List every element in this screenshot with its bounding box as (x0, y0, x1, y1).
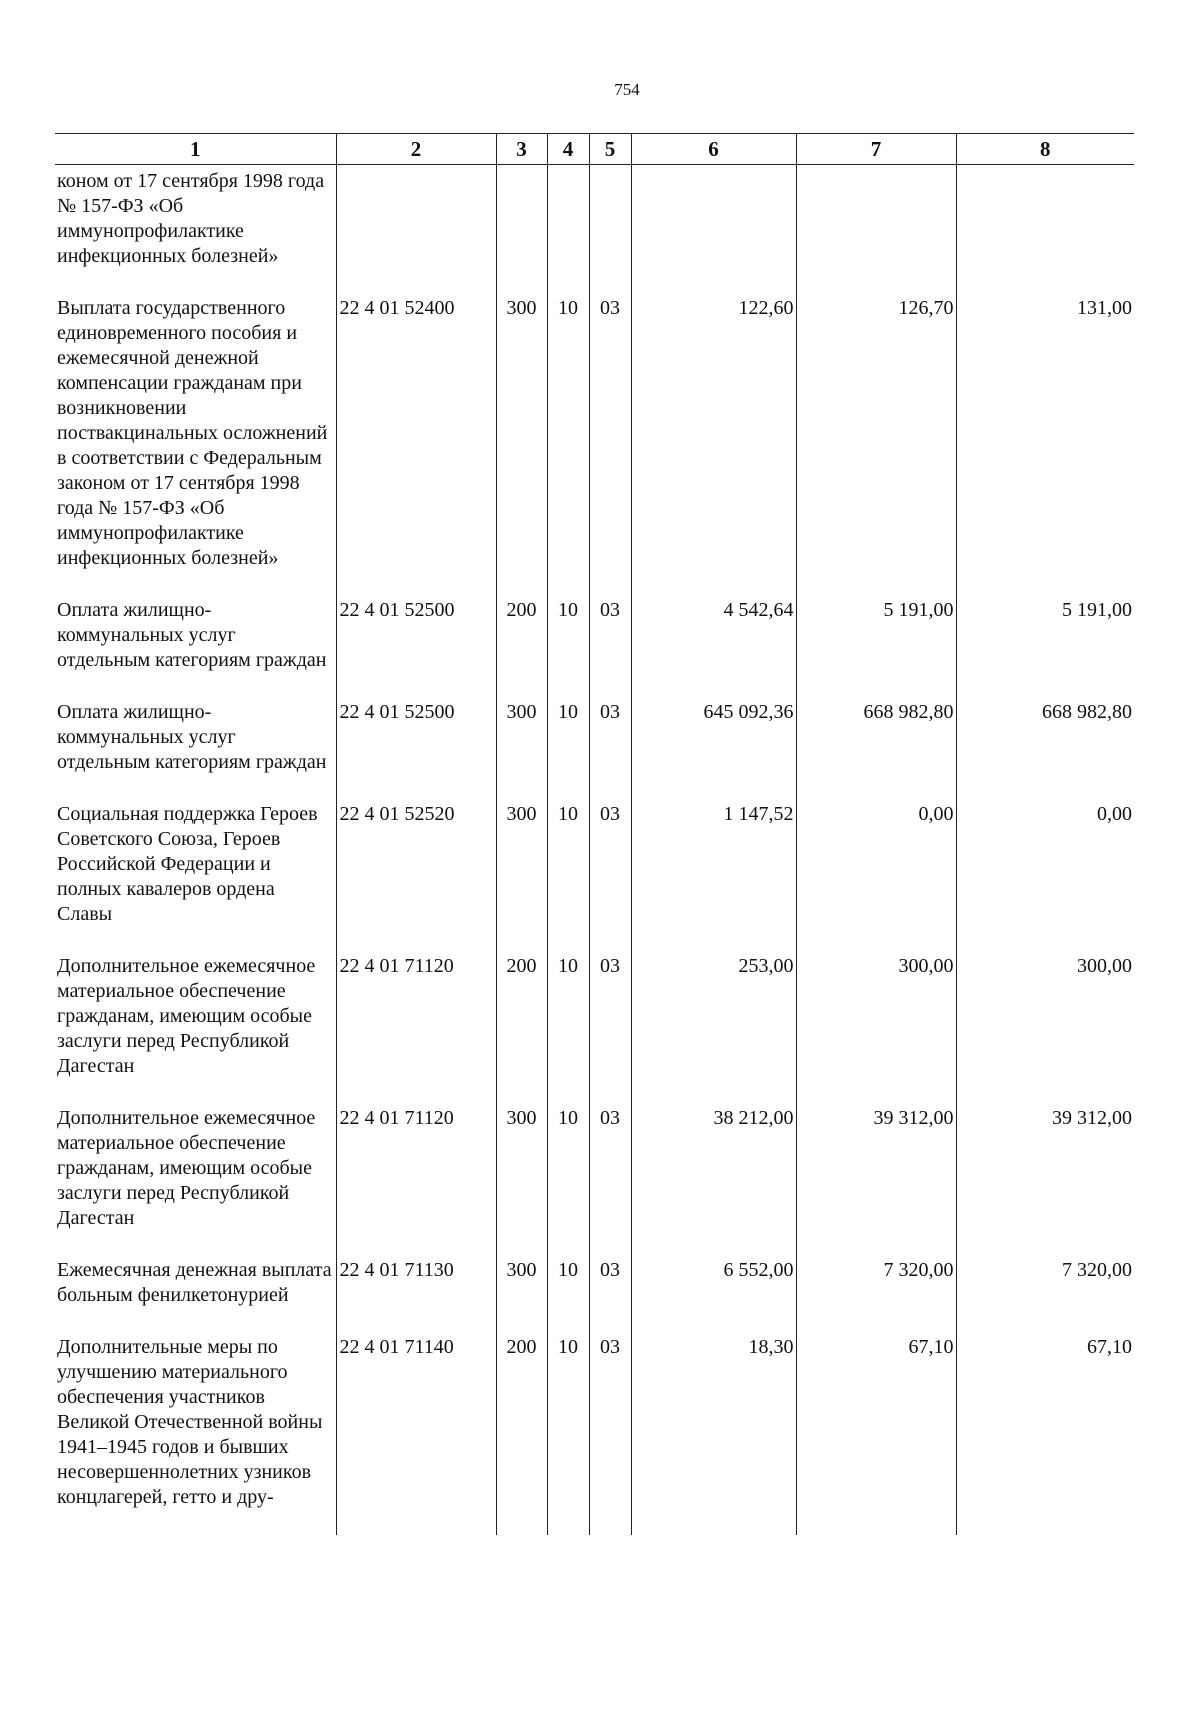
amount-col-8: 300,00 (956, 954, 1134, 1106)
amount-col-6: 645 092,36 (631, 700, 796, 802)
amount-col-8 (956, 165, 1134, 297)
amount-col-7: 300,00 (796, 954, 956, 1106)
header-col-8: 8 (956, 134, 1134, 165)
expense-type-code: 300 (496, 700, 547, 802)
section-code: 10 (547, 598, 589, 700)
section-code: 10 (547, 296, 589, 598)
amount-col-8: 39 312,00 (956, 1106, 1134, 1258)
expense-type-code: 200 (496, 1335, 547, 1535)
amount-col-7: 126,70 (796, 296, 956, 598)
amount-col-7: 7 320,00 (796, 1258, 956, 1335)
section-code (547, 165, 589, 297)
amount-col-8: 67,10 (956, 1335, 1134, 1535)
amount-col-6: 38 212,00 (631, 1106, 796, 1258)
amount-col-6: 18,30 (631, 1335, 796, 1535)
amount-col-7: 67,10 (796, 1335, 956, 1535)
subsection-code: 03 (589, 1335, 631, 1535)
table-row (55, 1335, 1134, 1535)
section-code: 10 (547, 1106, 589, 1258)
header-col-5: 5 (589, 134, 631, 165)
expense-type-code: 200 (496, 954, 547, 1106)
amount-col-8: 668 982,80 (956, 700, 1134, 802)
row-description: Выплата государственного единовременного пособия и ежемесячной денежной компенсации гражданам при возникновении поствакцинальных осложнений в соответствии с Федеральным законом от 17 сентября 1998 года № 157-ФЗ «Об иммунопрофилактике инфекционных болезней» (55, 296, 336, 598)
row-description: Ежемесячная денежная выплата больным фенилкетонурией (55, 1258, 336, 1335)
header-col-6: 6 (631, 134, 796, 165)
table-row (55, 598, 1134, 700)
subsection-code: 03 (589, 1106, 631, 1258)
subsection-code: 03 (589, 598, 631, 700)
header-col-1: 1 (55, 134, 336, 165)
amount-col-6: 253,00 (631, 954, 796, 1106)
subsection-code (589, 165, 631, 297)
row-description: Дополнительное ежемесячное материальное обеспечение гражданам, имеющим особые заслуги перед Республикой Дагестан (55, 1106, 336, 1258)
target-article-code: 22 4 01 52400 (336, 296, 496, 598)
expense-type-code: 300 (496, 296, 547, 598)
subsection-code: 03 (589, 954, 631, 1106)
subsection-code: 03 (589, 700, 631, 802)
table-row (55, 1106, 1134, 1258)
row-description: Дополнительное ежемесячное материальное обеспечение гражданам, имеющим особые заслуги перед Республикой Дагестан (55, 954, 336, 1106)
page-number: 754 (614, 80, 640, 99)
header-col-4: 4 (547, 134, 589, 165)
amount-col-7: 0,00 (796, 802, 956, 954)
table-row (55, 954, 1134, 1106)
row-description: Оплата жилищно-коммунальных услуг отдельным категориям граждан (55, 700, 336, 802)
table-row (55, 700, 1134, 802)
section-code: 10 (547, 700, 589, 802)
amount-col-6: 1 147,52 (631, 802, 796, 954)
section-code: 10 (547, 954, 589, 1106)
subsection-code: 03 (589, 802, 631, 954)
target-article-code: 22 4 01 52500 (336, 700, 496, 802)
amount-col-8: 131,00 (956, 296, 1134, 598)
target-article-code (336, 165, 496, 297)
amount-col-8: 0,00 (956, 802, 1134, 954)
amount-col-8: 5 191,00 (956, 598, 1134, 700)
section-code: 10 (547, 802, 589, 954)
table-row (55, 165, 1134, 297)
header-col-3: 3 (496, 134, 547, 165)
table-row (55, 296, 1134, 598)
target-article-code: 22 4 01 71130 (336, 1258, 496, 1335)
target-article-code: 22 4 01 71120 (336, 954, 496, 1106)
row-description: Социальная поддержка Героев Советского Союза, Героев Российской Федерации и полных кавалеров ордена Славы (55, 802, 336, 954)
expense-type-code: 300 (496, 1106, 547, 1258)
header-col-7: 7 (796, 134, 956, 165)
row-description: Оплата жилищно-коммунальных услуг отдельным категориям граждан (55, 598, 336, 700)
table-row (55, 802, 1134, 954)
amount-col-7: 668 982,80 (796, 700, 956, 802)
expense-type-code: 200 (496, 598, 547, 700)
budget-table (55, 133, 1134, 1535)
subsection-code: 03 (589, 296, 631, 598)
expense-type-code: 300 (496, 802, 547, 954)
amount-col-7: 39 312,00 (796, 1106, 956, 1258)
target-article-code: 22 4 01 52500 (336, 598, 496, 700)
column-number-header-row (55, 134, 1134, 165)
section-code: 10 (547, 1258, 589, 1335)
amount-col-8: 7 320,00 (956, 1258, 1134, 1335)
amount-col-6: 4 542,64 (631, 598, 796, 700)
subsection-code: 03 (589, 1258, 631, 1335)
row-description: Дополнительные меры по улучшению материального обеспечения участников Великой Отечественной войны 1941–1945 годов и бывших несовершеннолетних узников концлагерей, гетто и дру- (55, 1335, 336, 1535)
table-row (55, 1258, 1134, 1335)
amount-col-6: 122,60 (631, 296, 796, 598)
expense-type-code: 300 (496, 1258, 547, 1335)
amount-col-6: 6 552,00 (631, 1258, 796, 1335)
amount-col-7 (796, 165, 956, 297)
amount-col-6 (631, 165, 796, 297)
target-article-code: 22 4 01 71120 (336, 1106, 496, 1258)
target-article-code: 22 4 01 71140 (336, 1335, 496, 1535)
target-article-code: 22 4 01 52520 (336, 802, 496, 954)
section-code: 10 (547, 1335, 589, 1535)
header-col-2: 2 (336, 134, 496, 165)
expense-type-code (496, 165, 547, 297)
amount-col-7: 5 191,00 (796, 598, 956, 700)
row-description: коном от 17 сентября 1998 года № 157-ФЗ «Об иммунопрофилактике инфекционных болезней» (55, 165, 336, 297)
